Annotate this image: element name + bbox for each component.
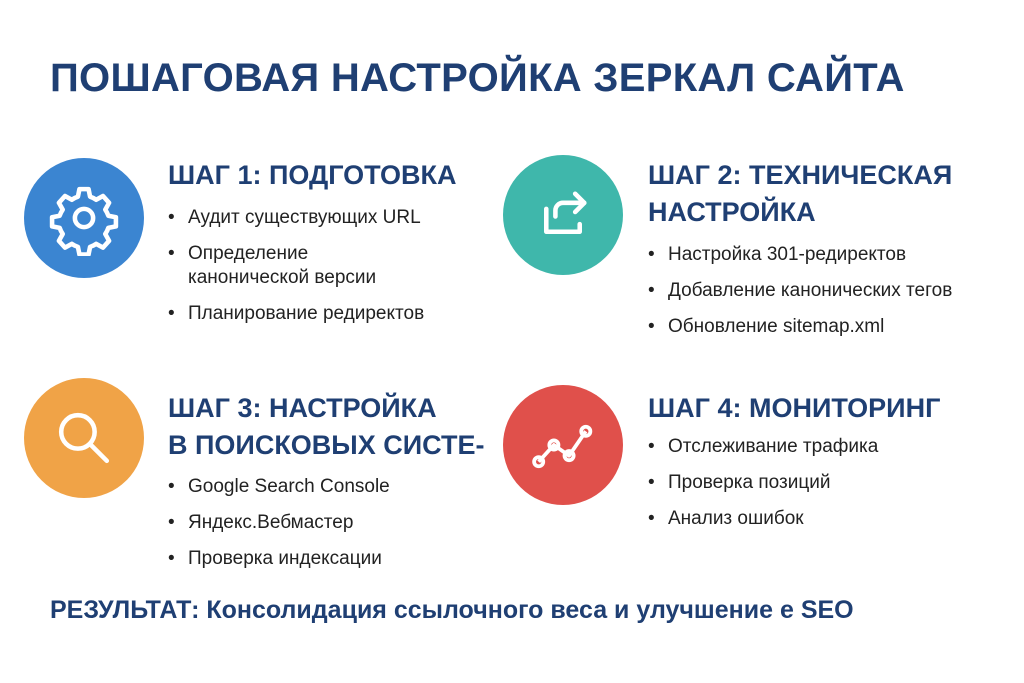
list-item: • Аудит существующих URL <box>168 206 468 230</box>
result-text: Консолидация ссылочного веса и улучшение е SEO <box>199 596 854 624</box>
page-title: ПОШАГОВАЯ НАСТРОЙКА ЗЕРКАЛ САЙТА <box>50 56 905 100</box>
step-2-title-line-2: НАСТРОЙКА <box>648 197 816 227</box>
list-item: • Обновление sitemap.xml <box>648 315 968 339</box>
list-item: • Проверка индексации <box>168 547 468 571</box>
step-1-title <box>168 157 456 194</box>
step-3-title-line-1: ШАГ 3: НАСТРОЙКА <box>168 393 437 423</box>
step-4-bullets <box>648 435 968 543</box>
step-4-title-line: ШАГ 4: МОНИТОРИНГ <box>648 393 941 423</box>
step-3-circle <box>24 378 144 498</box>
list-item: • Планирование редиректов <box>168 302 468 326</box>
step-1-bullets <box>168 206 468 338</box>
gear-icon <box>46 180 122 256</box>
step-2-bullets <box>648 243 968 351</box>
step-1-title-line: ШАГ 1: ПОДГОТОВКА <box>168 160 457 190</box>
list-item: • Отслеживание трафика <box>648 435 968 459</box>
list-item: • Анализ ошибок <box>648 507 968 531</box>
step-3-bullets <box>168 475 468 583</box>
step-3-title-line-2: В ПОИСКОВЫХ СИСТЕ- <box>168 430 485 460</box>
list-item: • Google Search Console <box>168 475 468 499</box>
magnifier-icon <box>46 400 122 476</box>
redirect-arrow-icon <box>525 177 601 253</box>
list-item: • Яндекс.Вебмастер <box>168 511 468 535</box>
step-4-title <box>648 390 940 427</box>
step-2-title-line-1: ШАГ 2: ТЕХНИЧЕСКАЯ <box>648 160 953 190</box>
result-label: РЕЗУЛЬТАТ: <box>50 596 200 624</box>
list-item: • Настройка 301-редиректов <box>648 243 968 267</box>
list-item: • Проверка позиций <box>648 471 968 495</box>
list-item: • Определение канонической версии <box>168 242 418 290</box>
step-3-title <box>168 390 484 464</box>
step-2-title <box>648 157 952 231</box>
step-2-circle <box>503 155 623 275</box>
step-1-circle <box>24 158 144 278</box>
step-4-circle <box>503 385 623 505</box>
result-line <box>50 596 854 625</box>
trend-line-icon <box>525 407 601 483</box>
list-item: • Добавление канонических тегов <box>648 279 958 303</box>
